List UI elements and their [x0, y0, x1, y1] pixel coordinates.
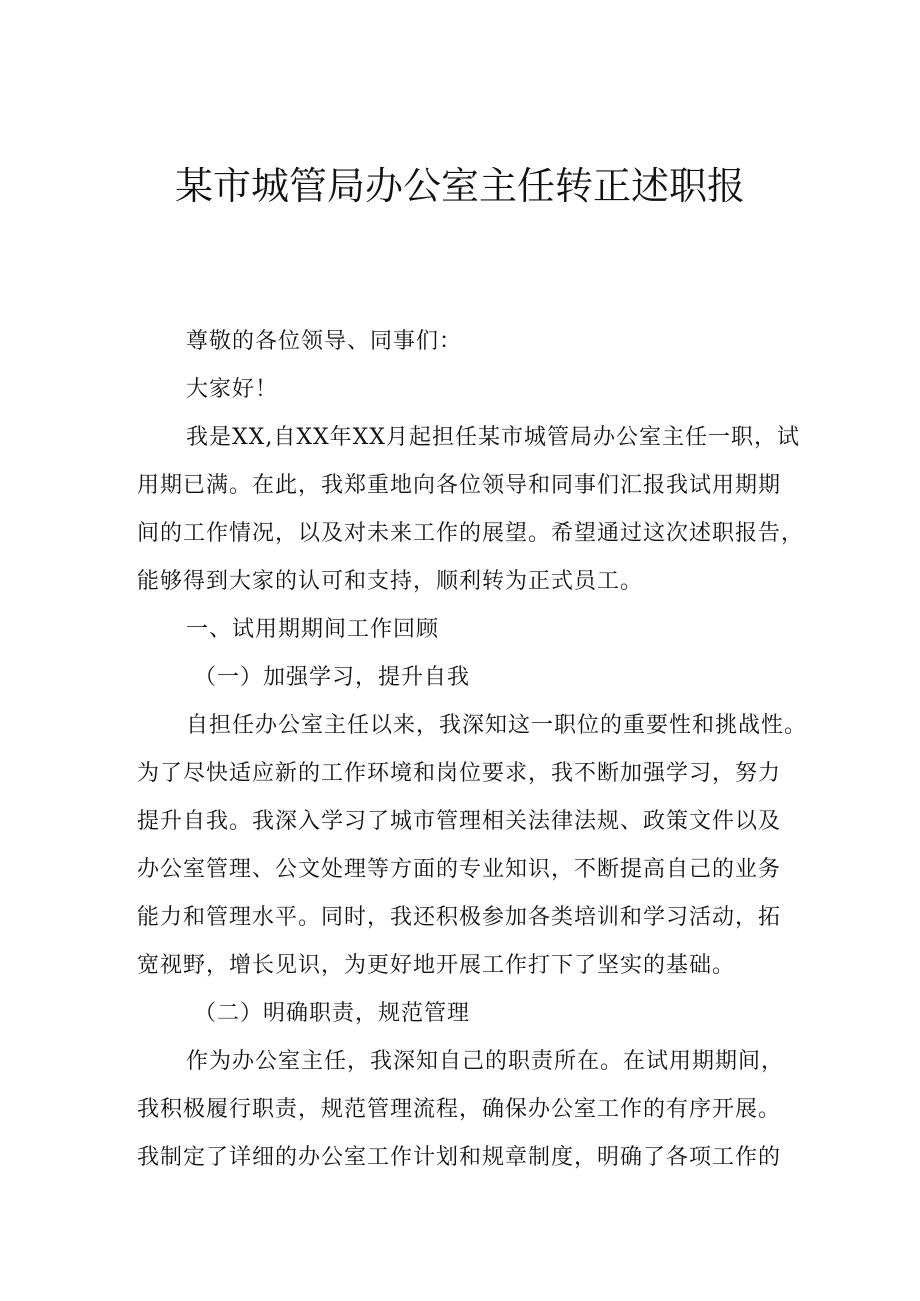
sub1-line-1: 自担任办公室主任以来，我深知这一职位的重要性和挑战性。: [186, 713, 808, 738]
sub1-line-2: 为了尽快适应新的工作环境和岗位要求，我不断加强学习，努力: [137, 761, 782, 786]
intro-line-1: 我是XX,自XX年XX月起担任某市城管局办公室主任一职，试: [186, 425, 800, 450]
sub1-line-3: 提升自我。我深入学习了城市管理相关法律法规、政策文件以及: [137, 809, 782, 834]
sub2-line-1: 作为办公室主任，我深知自己的职责所在。在试用期期间，: [186, 1049, 785, 1074]
subsection-heading-1: （一）加强学习，提升自我: [194, 665, 471, 690]
sub2-line-2: 我积极履行职责，规范管理流程，确保办公室工作的有序开展。: [137, 1097, 782, 1122]
subsection-heading-2: （二）明确职责，规范管理: [194, 1001, 471, 1026]
intro-line-4: 能够得到大家的认可和支持，顺利转为正式员工。: [137, 569, 644, 594]
document-title: 某市城管局办公室主任转正述职报: [174, 164, 745, 208]
sub1-line-5: 能力和管理水平。同时，我还积极参加各类培训和学习活动，拓: [137, 905, 782, 930]
sub2-line-3: 我制定了详细的办公室工作计划和规章制度，明确了各项工作的: [137, 1145, 782, 1170]
salutation: 尊敬的各位领导、同事们：: [186, 329, 463, 354]
section-heading-1: 一、试用期期间工作回顾: [186, 617, 440, 642]
greeting: 大家好！: [186, 377, 279, 402]
sub1-line-4: 办公室管理、公文处理等方面的专业知识，不断提高自己的业务: [137, 857, 782, 882]
intro-line-2: 用期已满。在此，我郑重地向各位领导和同事们汇报我试用期期: [137, 473, 782, 498]
sub1-line-6: 宽视野，增长见识，为更好地开展工作打下了坚实的基础。: [137, 953, 736, 978]
intro-line-3: 间的工作情况，以及对未来工作的展望。希望通过这次述职报告，: [137, 521, 805, 546]
